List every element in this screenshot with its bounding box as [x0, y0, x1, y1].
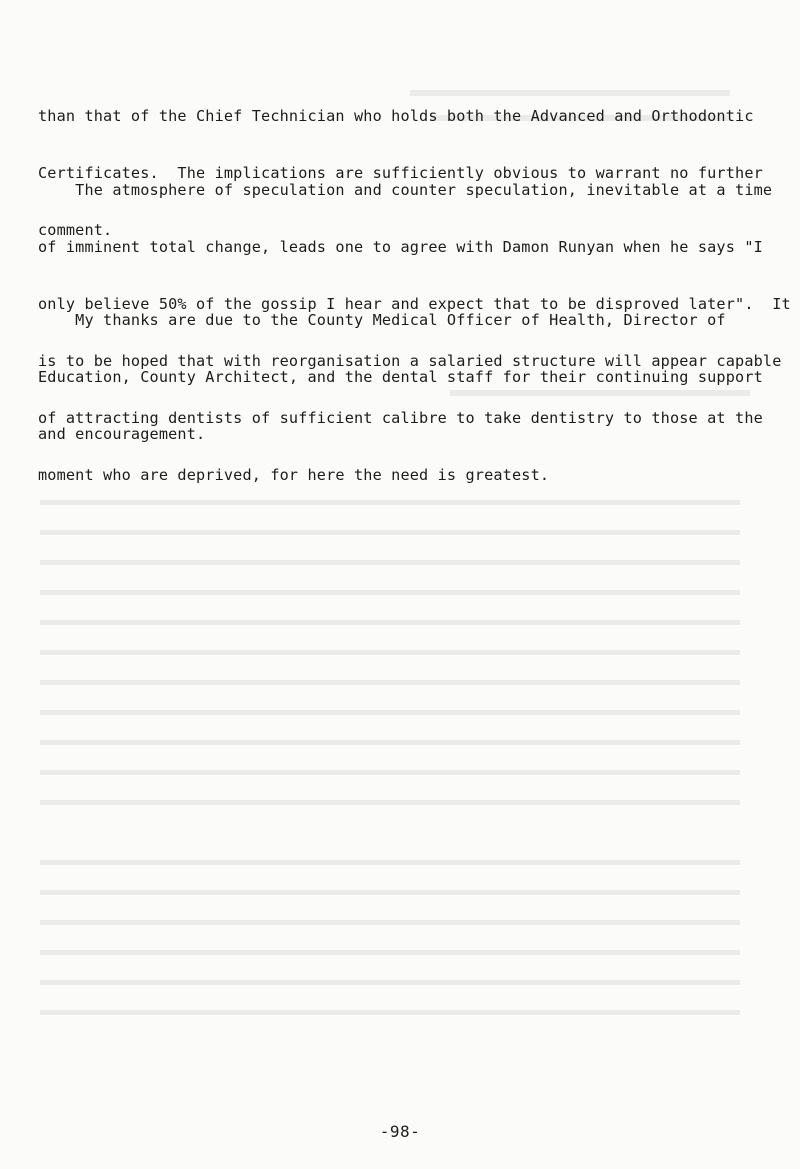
page-number: -98- — [379, 1122, 421, 1141]
paragraph-line: only believe 50% of the gossip I hear and expect that to be disproved later". It — [38, 295, 791, 313]
paragraph-line: The atmosphere of speculation and counter speculation, inevitable at a time — [38, 181, 773, 199]
paragraph-line: My thanks are due to the County Medical Officer of Health, Director of — [38, 311, 726, 329]
paragraph-3 — [38, 273, 791, 482]
paragraph-line: of attracting dentists of sufficient calibre to take dentistry to those at the — [38, 409, 763, 427]
paragraph-line: is to be hoped that with reorganisation a salaried structure will appear capable — [38, 352, 782, 370]
paragraph-line: than that of the Chief Technician who holds both the Advanced and Orthodontic — [38, 107, 754, 125]
paragraph-line: moment who are deprived, for here the need is greatest. — [38, 466, 550, 484]
paragraph-line: Education, County Architect, and the dental staff for their continuing support — [38, 368, 763, 386]
paragraph-line: of imminent total change, leads one to agree with Damon Runyan when he says "I — [38, 238, 763, 256]
paragraph-line: comment. — [38, 221, 113, 239]
paragraph-line: and encouragement. — [38, 425, 206, 443]
paragraph-line: Certificates. The implications are sufficiently obvious to warrant no further — [38, 164, 763, 182]
